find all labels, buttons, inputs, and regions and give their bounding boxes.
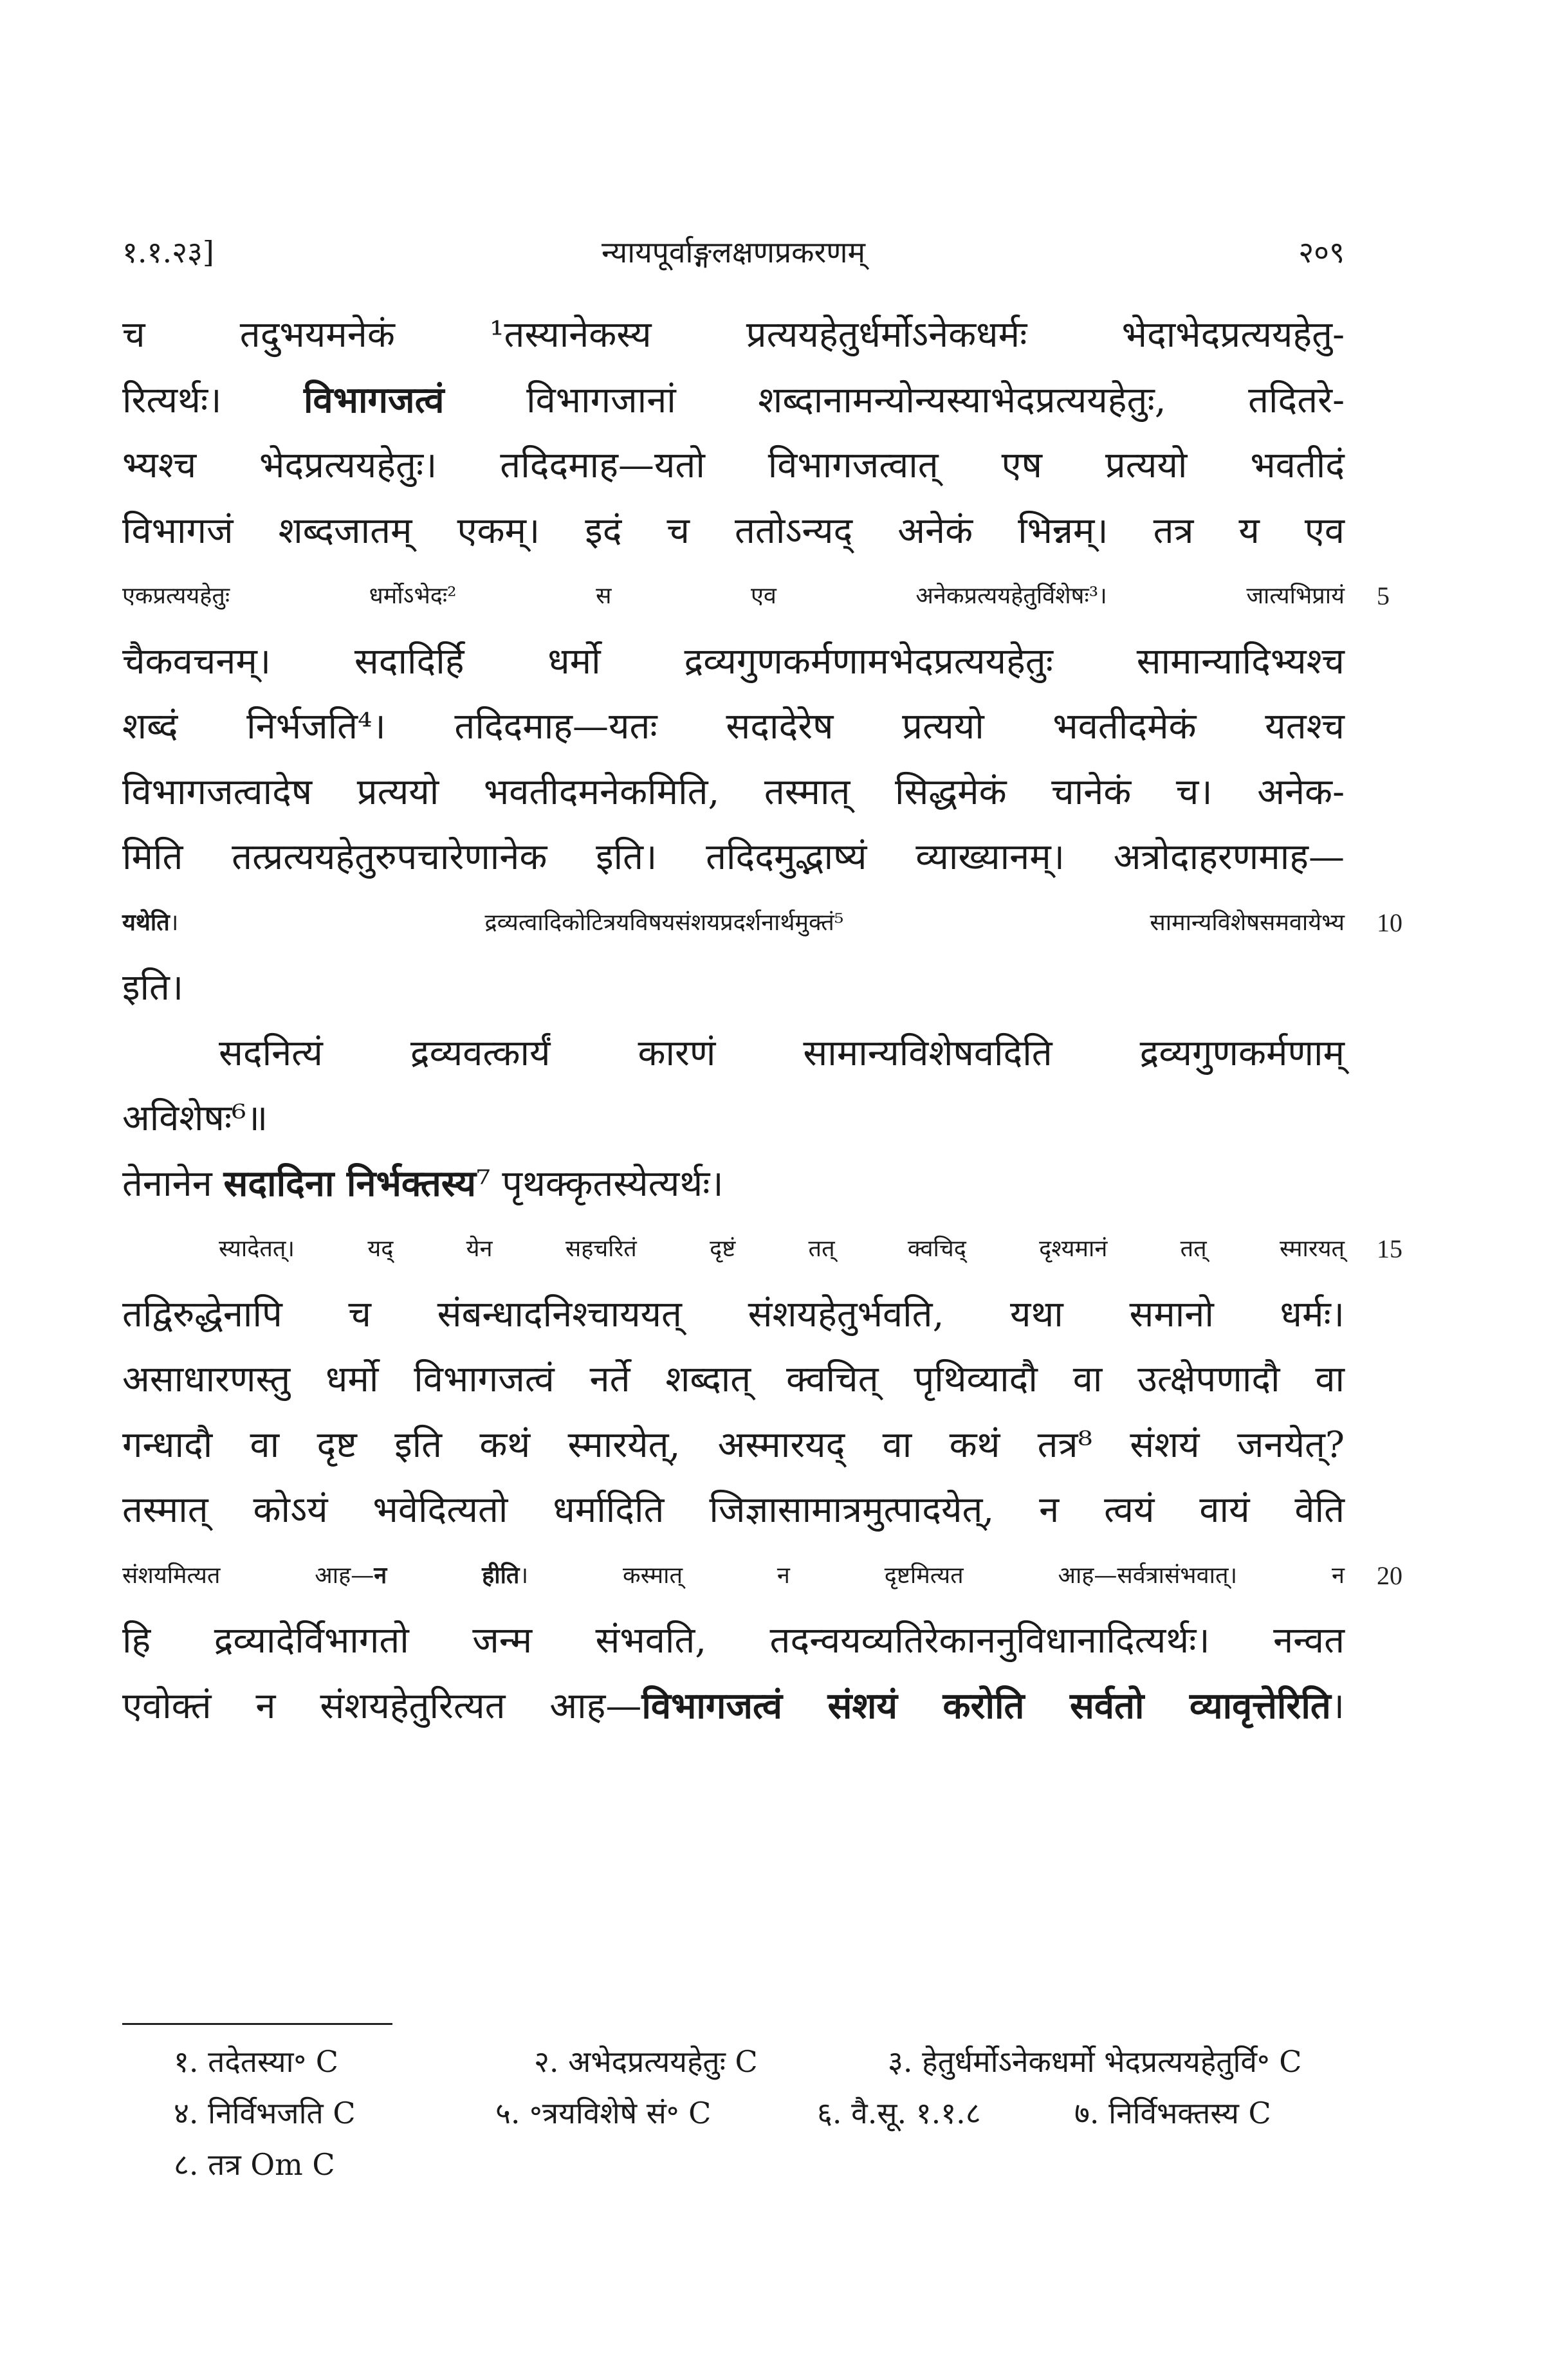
text-line [122,302,1345,368]
line-text: संशयमित्यत आह— [122,1562,374,1589]
footnote: २. अभेदप्रत्ययहेतुः C [534,2044,758,2079]
line-text: चैकवचनम्। सदादिर्हि धर्मो द्रव्यगुणकर्मणामभेदप्रत्ययहेतुः सामान्यादिभ्यश्च [122,640,1345,682]
line-text: ⁷ पृथक्कृतस्येत्यर्थः। [476,1162,724,1205]
line-text: विभागजत्वादेष प्रत्ययो भवतीदमनेकमिति, तस्मात् सिद्धमेकं चानेकं च। अनेक- [122,771,1345,813]
line-text: । द्रव्यत्वादिकोटित्रयविषयसंशयप्रदर्शनार्थमुक्तं⁵ सामान्यविशेषसमवायेभ्य [169,909,1345,936]
bold-lemma: विभागजत्वं संशयं करोति सर्वतो व्यावृत्तेरिति [641,1684,1331,1727]
text-line [122,1478,1345,1543]
line-text: तद्विरुद्धेनापि च संबन्धादनिश्चाययत् संशयहेतुर्भवति, यथा समानो धर्मः। [122,1293,1345,1335]
text-line [122,499,1345,564]
footnote-row [174,2139,1332,2190]
footnotes [174,2036,1332,2190]
text-line [122,1413,1345,1478]
footnote: १. तदेतस्या॰ C [174,2044,338,2079]
running-header [122,232,1345,283]
text-line [122,955,1345,1021]
text-line [122,368,1345,434]
line-text: स्यादेतत्। यद् येन सहचरितं दृष्टं तत् क्वचिद् दृश्यमानं तत् स्मारयत् [219,1236,1345,1262]
line-text: । [1330,1685,1345,1727]
bold-lemma: सदादिना निर्भक्तस्य [223,1162,477,1205]
footnote: ६. वै.सू. १.१.८ [817,2096,981,2130]
text-line [122,760,1345,825]
line-text: हि द्रव्यादेर्विभागतो जन्म संभवति, तदन्वयव्यतिरेकाननुविधानादित्यर्थः। नन्वत [122,1620,1345,1661]
line-text: मिति तत्प्रत्ययहेतुरुपचारेणानेक इति। तदिदमुद्भाष्यं व्याख्यानम्। अत्रोदाहरणमाह— [122,836,1345,878]
bold-lemma: विभागजत्वं [303,378,445,421]
text-line [122,1216,1402,1282]
line-text: तस्मात् कोऽयं भवेदित्यतो धर्मादिति जिज्ञासामात्रमुत्पादयेत्, न त्वयं वायं वेति [122,1489,1345,1531]
line-text: रित्यर्थः। [122,379,304,421]
bold-lemma: न हीति [374,1561,520,1589]
line-text: विभागजं शब्दजातम् एकम्। इदं च ततोऽन्यद् अनेकं भिन्नम्। तत्र य एव [122,509,1345,552]
line-text: भ्यश्च भेदप्रत्ययहेतुः। तदिदमाह—यतो विभागजत्वात् एष प्रत्ययो भवतीदं [122,444,1345,486]
footnote-rule [122,2023,392,2025]
footnote: ७. निर्विभक्तस्य C [1074,2096,1271,2130]
line-text: च तदुभयमनेकं ¹तस्यानेकस्य प्रत्ययहेतुर्धर्मोऽनेकधर्मः भेदाभेदप्रत्ययहेतु- [122,314,1345,356]
line-text: सदनित्यं द्रव्यवत्कार्यं कारणं सामान्यविशेषवदिति द्रव्यगुणकर्मणाम् [219,1032,1345,1074]
line-number: 5 [1377,581,1390,610]
footnote-row [174,2087,1332,2139]
text-line [122,1021,1345,1086]
commentary-text [122,302,1402,1739]
text-line [122,694,1345,760]
text-line [122,1086,1345,1151]
header-section-number: १.१.२३] [122,235,214,270]
text-line [122,1608,1345,1674]
text-line [122,1151,1345,1217]
header-page-number: २०९ [1298,235,1345,270]
line-text: शब्दं निर्भजति⁴। तदिदमाह—यतः सदादेरेष प्रत्ययो भवतीदमेकं यतश्च [122,706,1345,747]
line-text: । कस्मात् न दृष्टमित्यत आह—सर्वत्रासंभवात्। न [519,1562,1345,1589]
line-text: विभागजानां शब्दानामन्योन्यस्याभेदप्रत्ययहेतुः, तदितरे- [444,379,1345,421]
line-number: 15 [1377,1234,1402,1263]
footnote: ८. तत्र Om C [174,2147,335,2182]
text-line [122,1674,1345,1739]
text-line [122,825,1345,890]
line-text: इति। [122,967,184,1009]
line-text: गन्धादौ वा दृष्ट इति कथं स्मारयेत्, अस्मारयद् वा कथं तत्र⁸ संशयं जनयेत्? [122,1423,1345,1466]
bold-lemma: यथेति [122,908,170,936]
line-text: अविशेषः⁶॥ [122,1097,268,1139]
footnote: ४. निर्विभजति C [174,2096,356,2130]
text-line [122,1543,1402,1609]
line-text: एकप्रत्ययहेतुः धर्मोऽभेदः² स एव अनेकप्रत्ययहेतुर्विशेषः³। जात्यभिप्रायं [122,583,1345,609]
line-number: 20 [1377,1561,1402,1590]
line-text: एवोक्तं न संशयहेतुरित्यत आह— [122,1685,642,1727]
text-line [122,1282,1345,1348]
line-text: असाधारणस्तु धर्मो विभागजत्वं नर्ते शब्दात् क्वचित् पृथिव्यादौ वा उत्क्षेपणादौ वा [122,1359,1345,1400]
footnote: ५. ॰त्रयविशेषे सं॰ C [495,2096,712,2130]
header-chapter-title: न्यायपूर्वाङ्गलक्षणप्रकरणम् [601,235,866,270]
text-line [122,563,1390,629]
text-line [122,1347,1345,1413]
line-number: 10 [1377,908,1402,937]
line-text: तेनानेन [122,1162,224,1205]
text-line [122,890,1402,956]
footnote-row [174,2036,1332,2087]
text-line [122,433,1345,499]
text-line [122,629,1345,695]
footnote: ३. हेतुर्धर्मोऽनेकधर्मो भेदप्रत्ययहेतुर्वि॰ C [888,2044,1302,2079]
